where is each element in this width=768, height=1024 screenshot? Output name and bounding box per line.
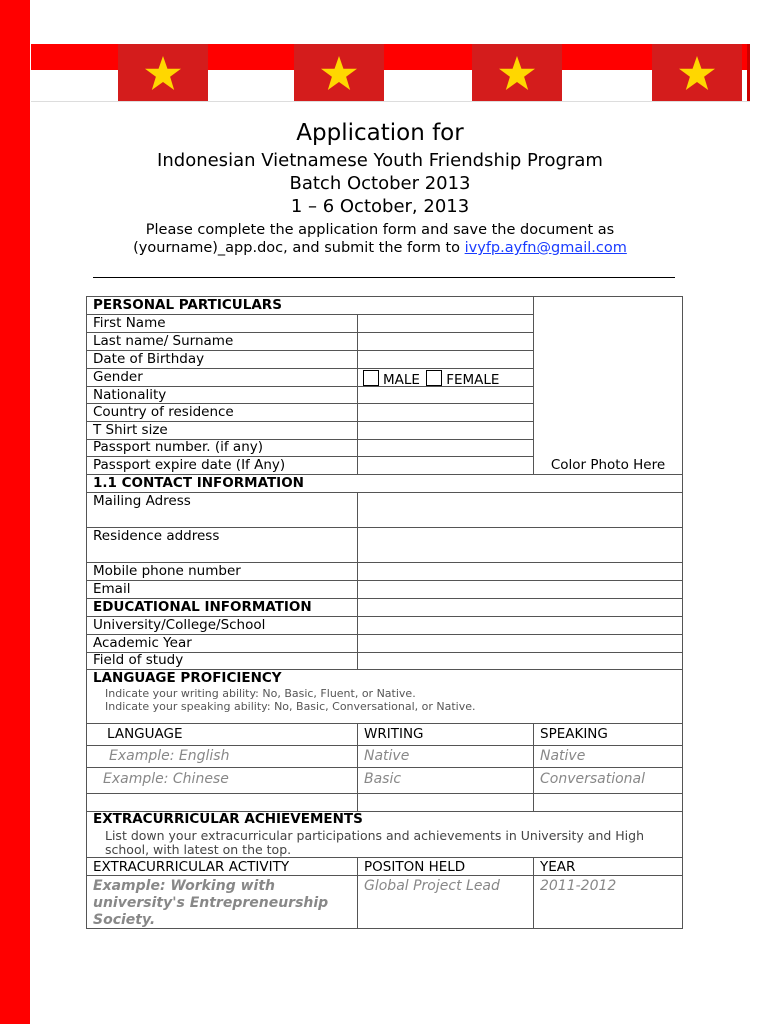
label-nationality: Nationality: [93, 387, 167, 403]
label-university: University/College/School: [93, 617, 266, 633]
section-personal-heading: PERSONAL PARTICULARS: [93, 297, 282, 313]
col-position: POSITON HELD: [364, 859, 466, 875]
first-name-field[interactable]: [358, 315, 533, 332]
nationality-field[interactable]: [358, 387, 533, 403]
date-of-birth-field[interactable]: [358, 351, 533, 368]
email-link[interactable]: ivyfp.ayfn@gmail.com: [464, 240, 627, 256]
section-education-heading: EDUCATIONAL INFORMATION: [93, 599, 312, 615]
form-title: Application for: [296, 120, 464, 146]
example-speaking-2[interactable]: Conversational: [540, 771, 646, 787]
female-checkbox[interactable]: [426, 370, 442, 386]
label-last-name: Last name/ Surname: [93, 333, 234, 349]
label-gender: Gender: [93, 369, 143, 385]
label-passport-expire: Passport expire date (If Any): [93, 457, 286, 473]
example-writing-1[interactable]: Native: [364, 748, 410, 764]
col-writing: WRITING: [364, 726, 424, 742]
example-year[interactable]: 2011-2012: [540, 878, 617, 894]
mailing-address-field[interactable]: [358, 493, 682, 527]
label-tshirt-size: T Shirt size: [93, 422, 168, 438]
passport-expire-field[interactable]: [358, 457, 533, 474]
academic-year-field[interactable]: [358, 635, 682, 652]
star-icon: [320, 55, 358, 91]
col-language: LANGUAGE: [107, 726, 183, 742]
example-speaking-1[interactable]: Native: [540, 748, 586, 764]
example-language-2[interactable]: Example: Chinese: [103, 771, 229, 787]
mobile-phone-field[interactable]: [358, 563, 682, 580]
divider-line: [93, 277, 675, 278]
last-name-field[interactable]: [358, 333, 533, 350]
col-year: YEAR: [540, 859, 576, 875]
col-activity: EXTRACURRICULAR ACTIVITY: [93, 859, 290, 875]
program-dates: 1 – 6 October, 2013: [290, 196, 470, 217]
program-name: Indonesian Vietnamese Youth Friendship Program: [157, 150, 603, 171]
vietnam-flag-2: [294, 44, 384, 101]
instructions: Please complete the application form and save the document as (yourname)_app.doc, and submit the form to ivyfp.ayfn@gmail.com: [133, 222, 627, 256]
label-passport-number: Passport number. (if any): [93, 439, 264, 455]
label-country-of-residence: Country of residence: [93, 404, 234, 420]
university-field[interactable]: [358, 617, 682, 634]
field-of-study-field[interactable]: [358, 652, 682, 669]
vietnam-flag-3: [472, 44, 562, 101]
label-first-name: First Name: [93, 315, 166, 331]
star-icon: [498, 55, 536, 91]
flag-banner: [31, 44, 750, 101]
label-mailing-address: Mailing Adress: [93, 493, 191, 509]
application-form-table: [86, 296, 683, 929]
label-field-of-study: Field of study: [93, 652, 184, 668]
example-writing-2[interactable]: Basic: [364, 771, 402, 787]
extracurricular-note: List down your extracurricular participations and achievements in University and High school, with latest on the top.: [105, 828, 645, 857]
example-position[interactable]: Global Project Lead: [364, 878, 500, 894]
passport-number-field[interactable]: [358, 439, 533, 456]
country-of-residence-field[interactable]: [358, 404, 533, 421]
email-field[interactable]: [358, 581, 682, 598]
section-extracurricular-heading: EXTRACURRICULAR ACHIEVEMENTS: [93, 811, 363, 827]
gender-options: MALE FEMALE: [361, 369, 533, 389]
star-icon: [678, 55, 716, 91]
male-checkbox[interactable]: [363, 370, 379, 386]
example-activity[interactable]: Example: Working with university's Entrepreneurship Society.: [93, 878, 329, 928]
label-email: Email: [93, 581, 131, 597]
tshirt-size-field[interactable]: [358, 422, 533, 439]
star-icon: [144, 55, 182, 91]
label-date-of-birth: Date of Birthday: [93, 351, 205, 367]
section-contact-heading: 1.1 CONTACT INFORMATION: [93, 475, 304, 491]
vietnam-flag-4: [652, 44, 742, 101]
language-note-speaking: Indicate your speaking ability: No, Basic, Conversational, or Native.: [105, 700, 476, 713]
residence-address-field[interactable]: [358, 528, 682, 562]
vietnam-flag-1: [118, 44, 208, 101]
label-residence-address: Residence address: [93, 528, 220, 544]
example-language-1[interactable]: Example: English: [109, 748, 230, 764]
batch-label: Batch October 2013: [289, 173, 471, 194]
col-speaking: SPEAKING: [540, 726, 608, 742]
language-empty-row[interactable]: [87, 794, 682, 811]
label-mobile-phone: Mobile phone number: [93, 563, 241, 579]
photo-placeholder[interactable]: Color Photo Here: [550, 457, 666, 473]
section-language-heading: LANGUAGE PROFICIENCY: [93, 670, 282, 686]
language-note-writing: Indicate your writing ability: No, Basic, Fluent, or Native.: [105, 687, 416, 700]
label-academic-year: Academic Year: [93, 635, 192, 651]
